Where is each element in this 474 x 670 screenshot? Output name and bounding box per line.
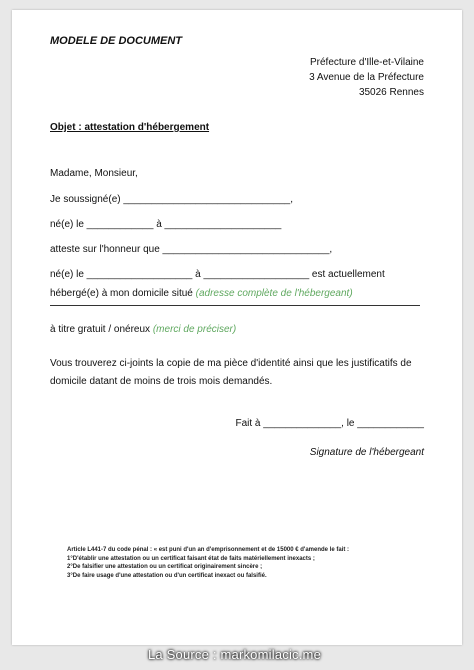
legal-article (67, 546, 437, 580)
heberge-hint: (adresse complète de l'hébergeant) (195, 288, 353, 299)
field-heberge (50, 288, 353, 299)
gratuit-prefix: à titre gratuit / onéreux (50, 324, 153, 335)
recipient-line-2: 3 Avenue de la Préfecture (309, 72, 424, 83)
salutation: Madame, Monsieur, (50, 168, 138, 179)
document-title: MODELE DE DOCUMENT (50, 35, 182, 47)
signature-label: Signature de l'hébergeant (309, 447, 424, 458)
recipient-address (309, 55, 424, 100)
article-line-2: 1°D'établir une attestation ou un certificat faisant état de faits matériellement inexacts ; (67, 555, 315, 562)
document-page (12, 10, 462, 645)
field-ne-le: né(e) le ____________ à _____________________ (50, 219, 282, 230)
heberge-prefix: hébergé(e) à mon domicile situé (50, 288, 196, 299)
field-gratuit (50, 324, 236, 335)
fait-a-line: Fait à ______________, le ____________ (235, 418, 424, 429)
gratuit-hint: (merci de préciser) (152, 324, 237, 335)
subject-line: Objet : attestation d'hébergement (50, 122, 210, 133)
field-soussigne: Je soussigné(e) ______________________________, (50, 194, 293, 205)
body-paragraph: Vous trouverez ci-joints la copie de ma pièce d'identité ainsi que les justificatifs de domicile datant de moins de trois mois demandés. (50, 358, 412, 387)
article-line-4: 3°De faire usage d'une attestation ou d'un certificat inexact ou falsifié. (67, 572, 267, 579)
article-line-1: Article L441-7 du code pénal : « est puni d'un an d'emprisonnement et de 15000 € d'amende le fait : (67, 547, 350, 553)
source-watermark: La Source : markomilacic.me (148, 647, 322, 662)
field-atteste: atteste sur l'honneur que ______________________________, (50, 244, 333, 255)
address-underline (50, 305, 420, 306)
recipient-line-1: Préfecture d'Ille-et-Vilaine (309, 57, 424, 68)
article-line-3: 2°De falsifier une attestation ou un certificat originairement sincère ; (67, 564, 263, 570)
recipient-line-3: 35026 Rennes (358, 87, 424, 98)
field-ne-le-2: né(e) le ___________________ à ___________________ est actuellement (50, 269, 385, 280)
